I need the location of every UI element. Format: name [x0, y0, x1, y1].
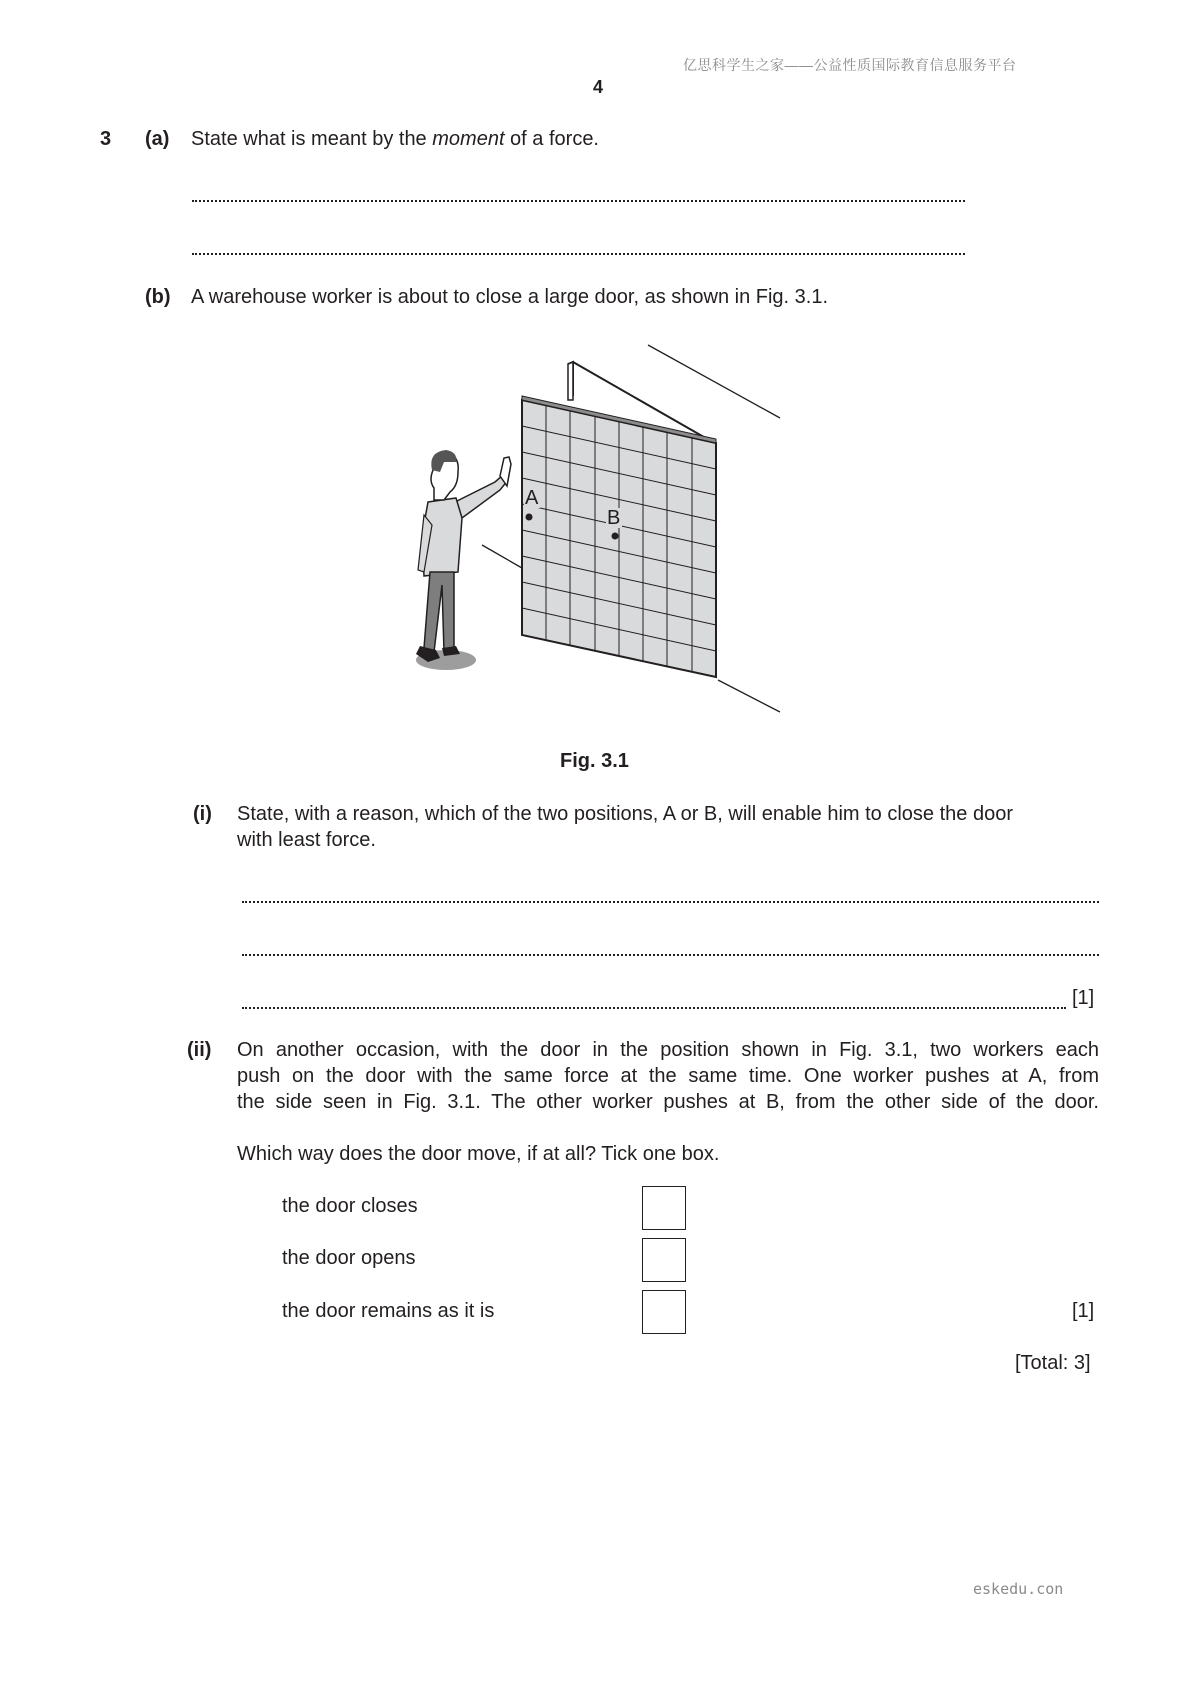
point-b-marker [612, 533, 619, 540]
figure-warehouse-door [400, 340, 800, 730]
answer-line-a-1[interactable] [192, 200, 965, 202]
option-label-closes: the door closes [282, 1195, 418, 1217]
part-a-text-italic: moment [432, 128, 505, 150]
sub-ii-label: (ii) [187, 1039, 212, 1061]
part-b-text: A warehouse worker is about to close a large door, as shown in Fig. 3.1. [191, 286, 829, 308]
total-marks: [Total: 3] [1015, 1352, 1091, 1374]
part-b-label: (b) [145, 286, 171, 308]
worker-legs [424, 572, 454, 652]
question-number: 3 [100, 128, 112, 150]
sub-i-line1: State, with a reason, which of the two positions, A or B, will enable him to close the door [237, 803, 1013, 825]
option-label-opens: the door opens [282, 1247, 416, 1269]
wall-line-top [648, 345, 780, 418]
tick-box-closes[interactable] [642, 1186, 686, 1230]
answer-line-i-1[interactable] [242, 901, 1099, 903]
sub-ii-prompt: Which way does the door move, if at all? Tick one box. [237, 1143, 720, 1165]
worker-arm [455, 475, 508, 518]
tick-box-remains[interactable] [642, 1290, 686, 1334]
part-a-text-before: State what is meant by the [191, 128, 433, 150]
point-b-label: B [607, 507, 621, 529]
part-a-question [191, 126, 599, 152]
point-a-marker [526, 514, 533, 521]
tick-box-opens[interactable] [642, 1238, 686, 1282]
watermark-text: 亿思科学生之家——公益性质国际教育信息服务平台 [683, 57, 1017, 73]
sub-ii-line3: the side seen in Fig. 3.1. The other worker pushes at B, from the other side of the door. [237, 1091, 1099, 1113]
floor-line-left [482, 545, 522, 568]
option-label-remains: the door remains as it is [282, 1300, 495, 1322]
footer-site: eskedu.con [973, 1580, 1064, 1598]
answer-line-i-2[interactable] [242, 954, 1099, 956]
sub-ii-line2: push on the door with the same force at the same time. One worker pushes at A, from [237, 1065, 1099, 1087]
sub-ii-line1: On another occasion, with the door in the position shown in Fig. 3.1, two workers each [237, 1039, 1099, 1061]
mark-ii: [1] [1072, 1300, 1095, 1322]
point-a-label: A [525, 487, 539, 509]
mark-i: [1] [1072, 987, 1095, 1009]
part-a-text-after: of a force. [504, 128, 599, 150]
door-edge-post [568, 362, 573, 400]
answer-line-a-2[interactable] [192, 253, 965, 255]
figure-caption: Fig. 3.1 [560, 750, 629, 772]
part-a-label: (a) [145, 128, 170, 150]
floor-line-right [718, 680, 780, 712]
sub-i-line2: with least force. [237, 829, 376, 851]
page-number: 4 [593, 77, 604, 97]
sub-i-label: (i) [193, 803, 212, 825]
worker-figure [416, 450, 511, 670]
answer-line-i-3[interactable] [242, 1007, 1066, 1009]
